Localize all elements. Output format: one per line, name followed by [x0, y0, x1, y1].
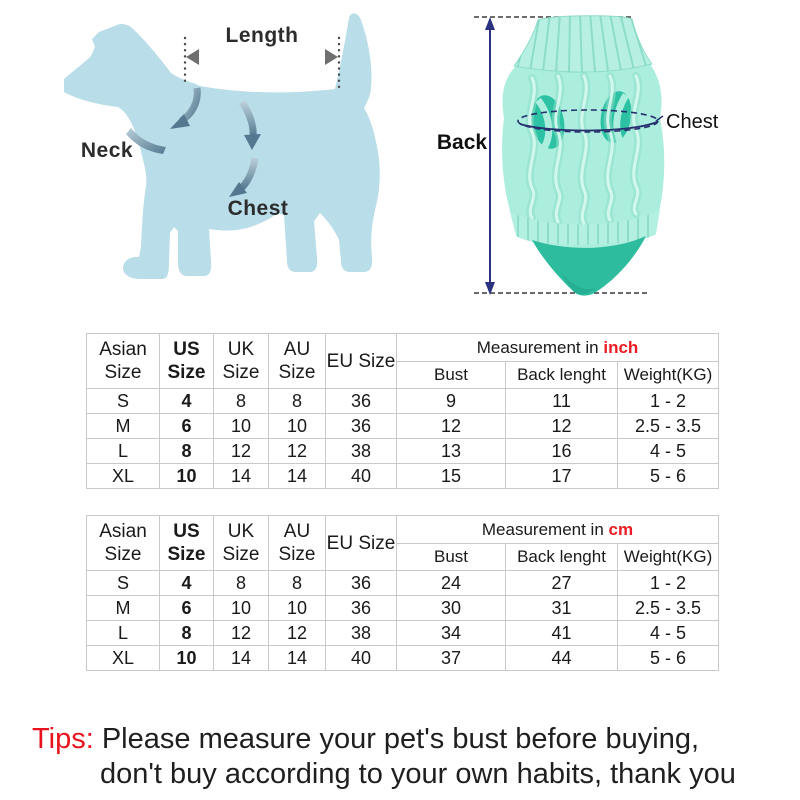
column-header-uk-size: UK Size: [214, 516, 269, 571]
table-cell: 10: [214, 596, 269, 621]
table-cell: 31: [506, 596, 618, 621]
table-row: [87, 439, 719, 464]
table-row: [87, 464, 719, 489]
table-cell: 40: [326, 646, 397, 671]
dog-measure-diagram: [0, 0, 400, 320]
table-cell: 16: [506, 439, 618, 464]
tips-label: Tips:: [32, 723, 94, 755]
length-arrowhead-left: [186, 49, 199, 65]
size-table-cm: [86, 515, 719, 671]
column-header-uk-size: UK Size: [214, 334, 269, 389]
table-cell: 10: [269, 414, 326, 439]
table-cell: 36: [326, 596, 397, 621]
table-cell: 12: [214, 621, 269, 646]
tips-line2: [100, 757, 736, 792]
table-cell: 30: [397, 596, 506, 621]
table-cell: 36: [326, 571, 397, 596]
column-header-asian-size: Asian Size: [87, 516, 160, 571]
tips-line2-text: don't buy according to your own habits, thank you: [100, 758, 736, 790]
table-cell: 6: [160, 414, 214, 439]
measurement-label: Measurement in: [476, 337, 599, 357]
table-cell: 36: [326, 414, 397, 439]
table-cell: 8: [214, 571, 269, 596]
table-cell: XL: [87, 464, 160, 489]
table-cell: 12: [397, 414, 506, 439]
table-cell: L: [87, 621, 160, 646]
table-cell: 2.5 - 3.5: [618, 414, 719, 439]
table-cell: 9: [397, 389, 506, 414]
table-row: [87, 596, 719, 621]
table-row: [87, 646, 719, 671]
column-header-us-size: US Size: [160, 516, 214, 571]
table-cell: 44: [506, 646, 618, 671]
table-cell: 12: [269, 621, 326, 646]
column-header-au-size: AU Size: [269, 334, 326, 389]
table-cell: 36: [326, 389, 397, 414]
column-header-au-size: AU Size: [269, 516, 326, 571]
table-cell: 38: [326, 621, 397, 646]
table-cell: 14: [214, 464, 269, 489]
table-cell: 2.5 - 3.5: [618, 596, 719, 621]
table-header-row: [87, 516, 719, 544]
table-cell: 40: [326, 464, 397, 489]
sweater-measure-diagram: [400, 0, 800, 320]
table-header-row: [87, 334, 719, 362]
sweater-chest-label: Chest: [666, 111, 719, 133]
table-cell: 5 - 6: [618, 464, 719, 489]
table-cell: 12: [269, 439, 326, 464]
table-cell: S: [87, 571, 160, 596]
table-cell: XL: [87, 646, 160, 671]
table-cell: 8: [269, 571, 326, 596]
tips-line1: [32, 722, 736, 757]
table-cell: 37: [397, 646, 506, 671]
table-cell: 4: [160, 389, 214, 414]
table-cell: 6: [160, 596, 214, 621]
column-header-eu-size: EU Size: [326, 516, 397, 571]
table-cell: M: [87, 414, 160, 439]
subheader-bust: Bust: [397, 544, 506, 571]
table-cell: 38: [326, 439, 397, 464]
tips-line1-text: Please measure your pet's bust before buying,: [101, 723, 700, 755]
table-cell: S: [87, 389, 160, 414]
back-label: Back: [436, 131, 488, 154]
table-row: [87, 621, 719, 646]
measurement-header: [397, 516, 719, 544]
table-cell: 41: [506, 621, 618, 646]
table-cell: 5 - 6: [618, 646, 719, 671]
column-header-asian-size: Asian Size: [87, 334, 160, 389]
table-cell: 1 - 2: [618, 571, 719, 596]
measurement-label: Measurement in: [481, 519, 604, 539]
table-cell: 34: [397, 621, 506, 646]
subheader-weight: Weight(KG): [618, 362, 719, 389]
table-cell: 12: [214, 439, 269, 464]
table-cell: 8: [214, 389, 269, 414]
column-header-eu-size: EU Size: [326, 334, 397, 389]
neck-label: Neck: [80, 139, 134, 162]
subheader-weight: Weight(KG): [618, 544, 719, 571]
dog-chest-label: Chest: [227, 197, 289, 220]
table-row: [87, 571, 719, 596]
tips-note: [32, 722, 736, 792]
back-arrowhead-top: [485, 17, 495, 30]
table-cell: 15: [397, 464, 506, 489]
table-row: [87, 414, 719, 439]
length-arrowhead-right: [325, 49, 338, 65]
measurement-header: [397, 334, 719, 362]
unit-label: inch: [603, 337, 639, 357]
table-cell: 12: [506, 414, 618, 439]
size-table-inch: [86, 333, 719, 489]
table-cell: 10: [269, 596, 326, 621]
table-cell: 4 - 5: [618, 621, 719, 646]
subheader-back-length: Back lenght: [506, 362, 618, 389]
table-cell: 10: [160, 464, 214, 489]
table-cell: 27: [506, 571, 618, 596]
table-cell: L: [87, 439, 160, 464]
table-cell: 1 - 2: [618, 389, 719, 414]
table-cell: 24: [397, 571, 506, 596]
table-cell: 14: [269, 464, 326, 489]
table-cell: 14: [269, 646, 326, 671]
table-cell: 11: [506, 389, 618, 414]
table-cell: 8: [269, 389, 326, 414]
length-label: Length: [225, 24, 299, 47]
table-cell: 13: [397, 439, 506, 464]
subheader-bust: Bust: [397, 362, 506, 389]
table-cell: M: [87, 596, 160, 621]
table-row: [87, 389, 719, 414]
table-cell: 10: [160, 646, 214, 671]
unit-label: cm: [608, 519, 634, 539]
table-cell: 8: [160, 621, 214, 646]
table-cell: 4: [160, 571, 214, 596]
table-cell: 17: [506, 464, 618, 489]
table-cell: 4 - 5: [618, 439, 719, 464]
table-cell: 8: [160, 439, 214, 464]
column-header-us-size: US Size: [160, 334, 214, 389]
table-cell: 10: [214, 414, 269, 439]
subheader-back-length: Back lenght: [506, 544, 618, 571]
table-cell: 14: [214, 646, 269, 671]
